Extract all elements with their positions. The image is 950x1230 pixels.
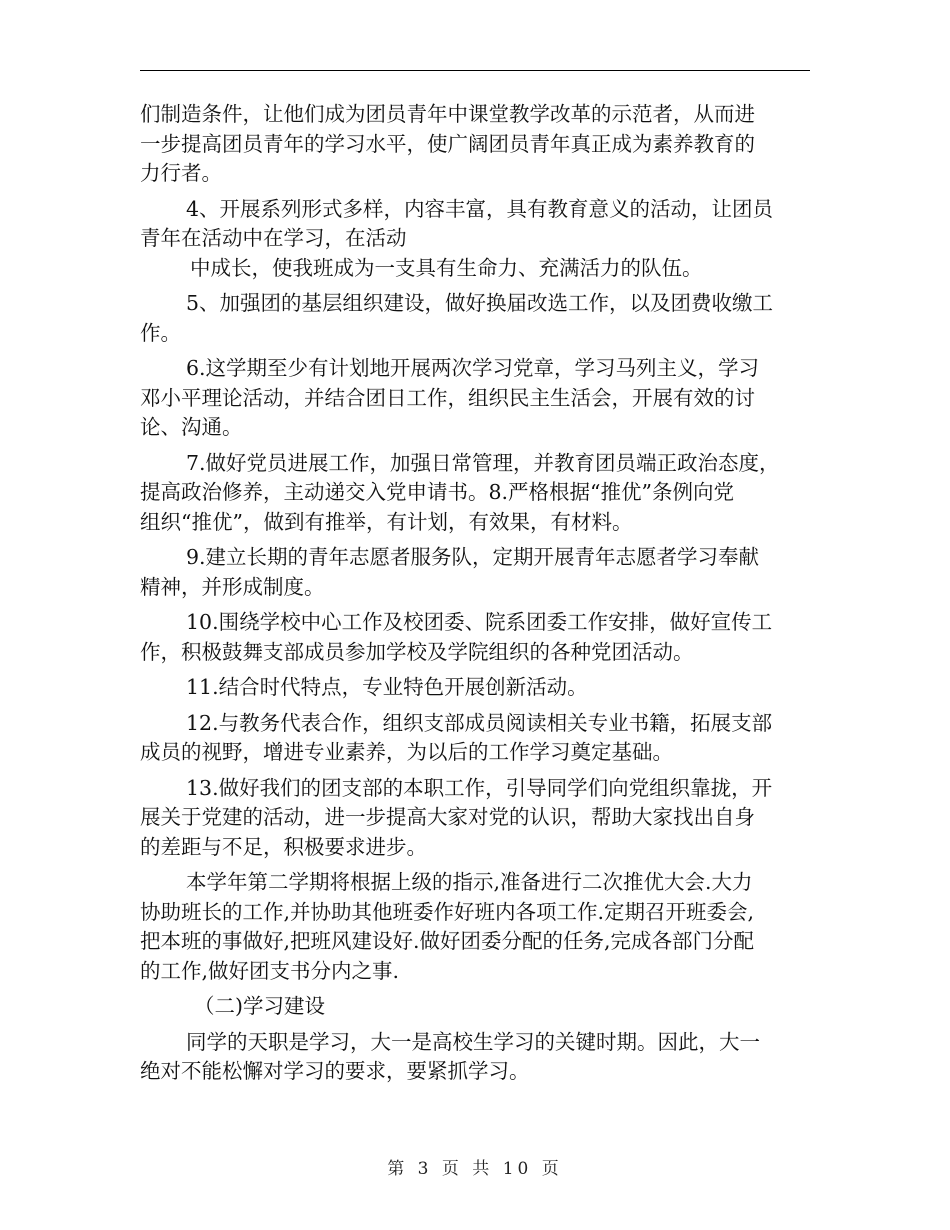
text-line: 的工作,做好团支书分内之事.	[140, 958, 400, 983]
text-line: 12.与教务代表合作，组织支部成员阅读相关专业书籍，拓展支部	[186, 710, 773, 735]
text-line: 精神，并形成制度。	[140, 574, 325, 599]
text-line: 6.这学期至少有计划地开展两次学习党章，学习马列主义，学习	[186, 356, 760, 380]
text-line: 5、加强团的基层组织建设，做好换届改选工作，以及团费收缴工	[186, 291, 774, 315]
text-line: 10.围绕学校中心工作及校团委、院系团委工作安排，做好宣传工	[186, 610, 773, 634]
text-line: 11.结合时代特点，专业特色开展创新活动。	[186, 675, 588, 699]
text-line: 本学年第二学期将根据上级的指示,准备进行二次推优大会.大力	[186, 870, 753, 894]
header-rule	[140, 70, 810, 71]
text-line: 组织“推优”，做到有推举，有计划，有效果，有材料。	[140, 509, 633, 534]
section-heading: （二)学习建设	[194, 994, 325, 1018]
text-line: 成员的视野，增进专业素养，为以后的工作学习奠定基础。	[140, 740, 673, 764]
text-line: 协助班长的工作,并协助其他班委作好班内各项工作.定期召开班委会,	[140, 899, 755, 924]
text-line: 的差距与不足，积极要求进步。	[140, 834, 427, 859]
text-line: 作，积极鼓舞支部成员参加学校及学院组织的各种党团活动。	[140, 639, 694, 664]
text-line: 展关于党建的活动，进一步提高大家对党的认识，帮助大家找出自身	[140, 805, 755, 829]
text-line: 青年在活动中在学习，在活动	[140, 226, 407, 250]
page-footer: 第 3 页 共 10 页	[387, 1159, 563, 1179]
text-line: 同学的天职是学习，大一是高校生学习的关键时期。因此，大一	[186, 1029, 760, 1054]
document-body	[140, 100, 810, 1087]
text-line: 13.做好我们的团支部的本职工作，引导同学们向党组织靠拢，开	[186, 775, 773, 800]
text-line: 邓小平理论活动，并结合团日工作，组织民主生活会，开展有效的讨	[140, 385, 755, 410]
text-line: 提高政治修养，主动递交入党申请书。8.严格根据“推优”条例向党	[140, 480, 735, 504]
text-line: 中成长，使我班成为一支具有生命力、充满活力的队伍。	[190, 255, 703, 280]
text-line: 一步提高团员青年的学习水平，使广阔团员青年真正成为素养教育的	[140, 131, 755, 156]
text-line: 作。	[140, 320, 181, 345]
text-line: 力行者。	[140, 161, 222, 185]
text-line: 7.做好党员进展工作，加强日常管理，并教育团员端正政治态度，	[186, 450, 780, 475]
text-line: 绝对不能松懈对学习的要求，要紧抓学习。	[140, 1059, 530, 1083]
text-line: 把本班的事做好,把班风建设好.做好团委分配的任务,完成各部门分配	[140, 929, 755, 953]
text-line: 4、开展系列形式多样，内容丰富，具有教育意义的活动，让团员	[186, 196, 774, 221]
text-line: 论、沟通。	[140, 415, 243, 439]
text-line: 9.建立长期的青年志愿者服务队，定期开展青年志愿者学习奉献	[186, 545, 760, 569]
text-line: 们制造条件，让他们成为团员青年中课堂教学改革的示范者，从而进	[140, 102, 755, 126]
